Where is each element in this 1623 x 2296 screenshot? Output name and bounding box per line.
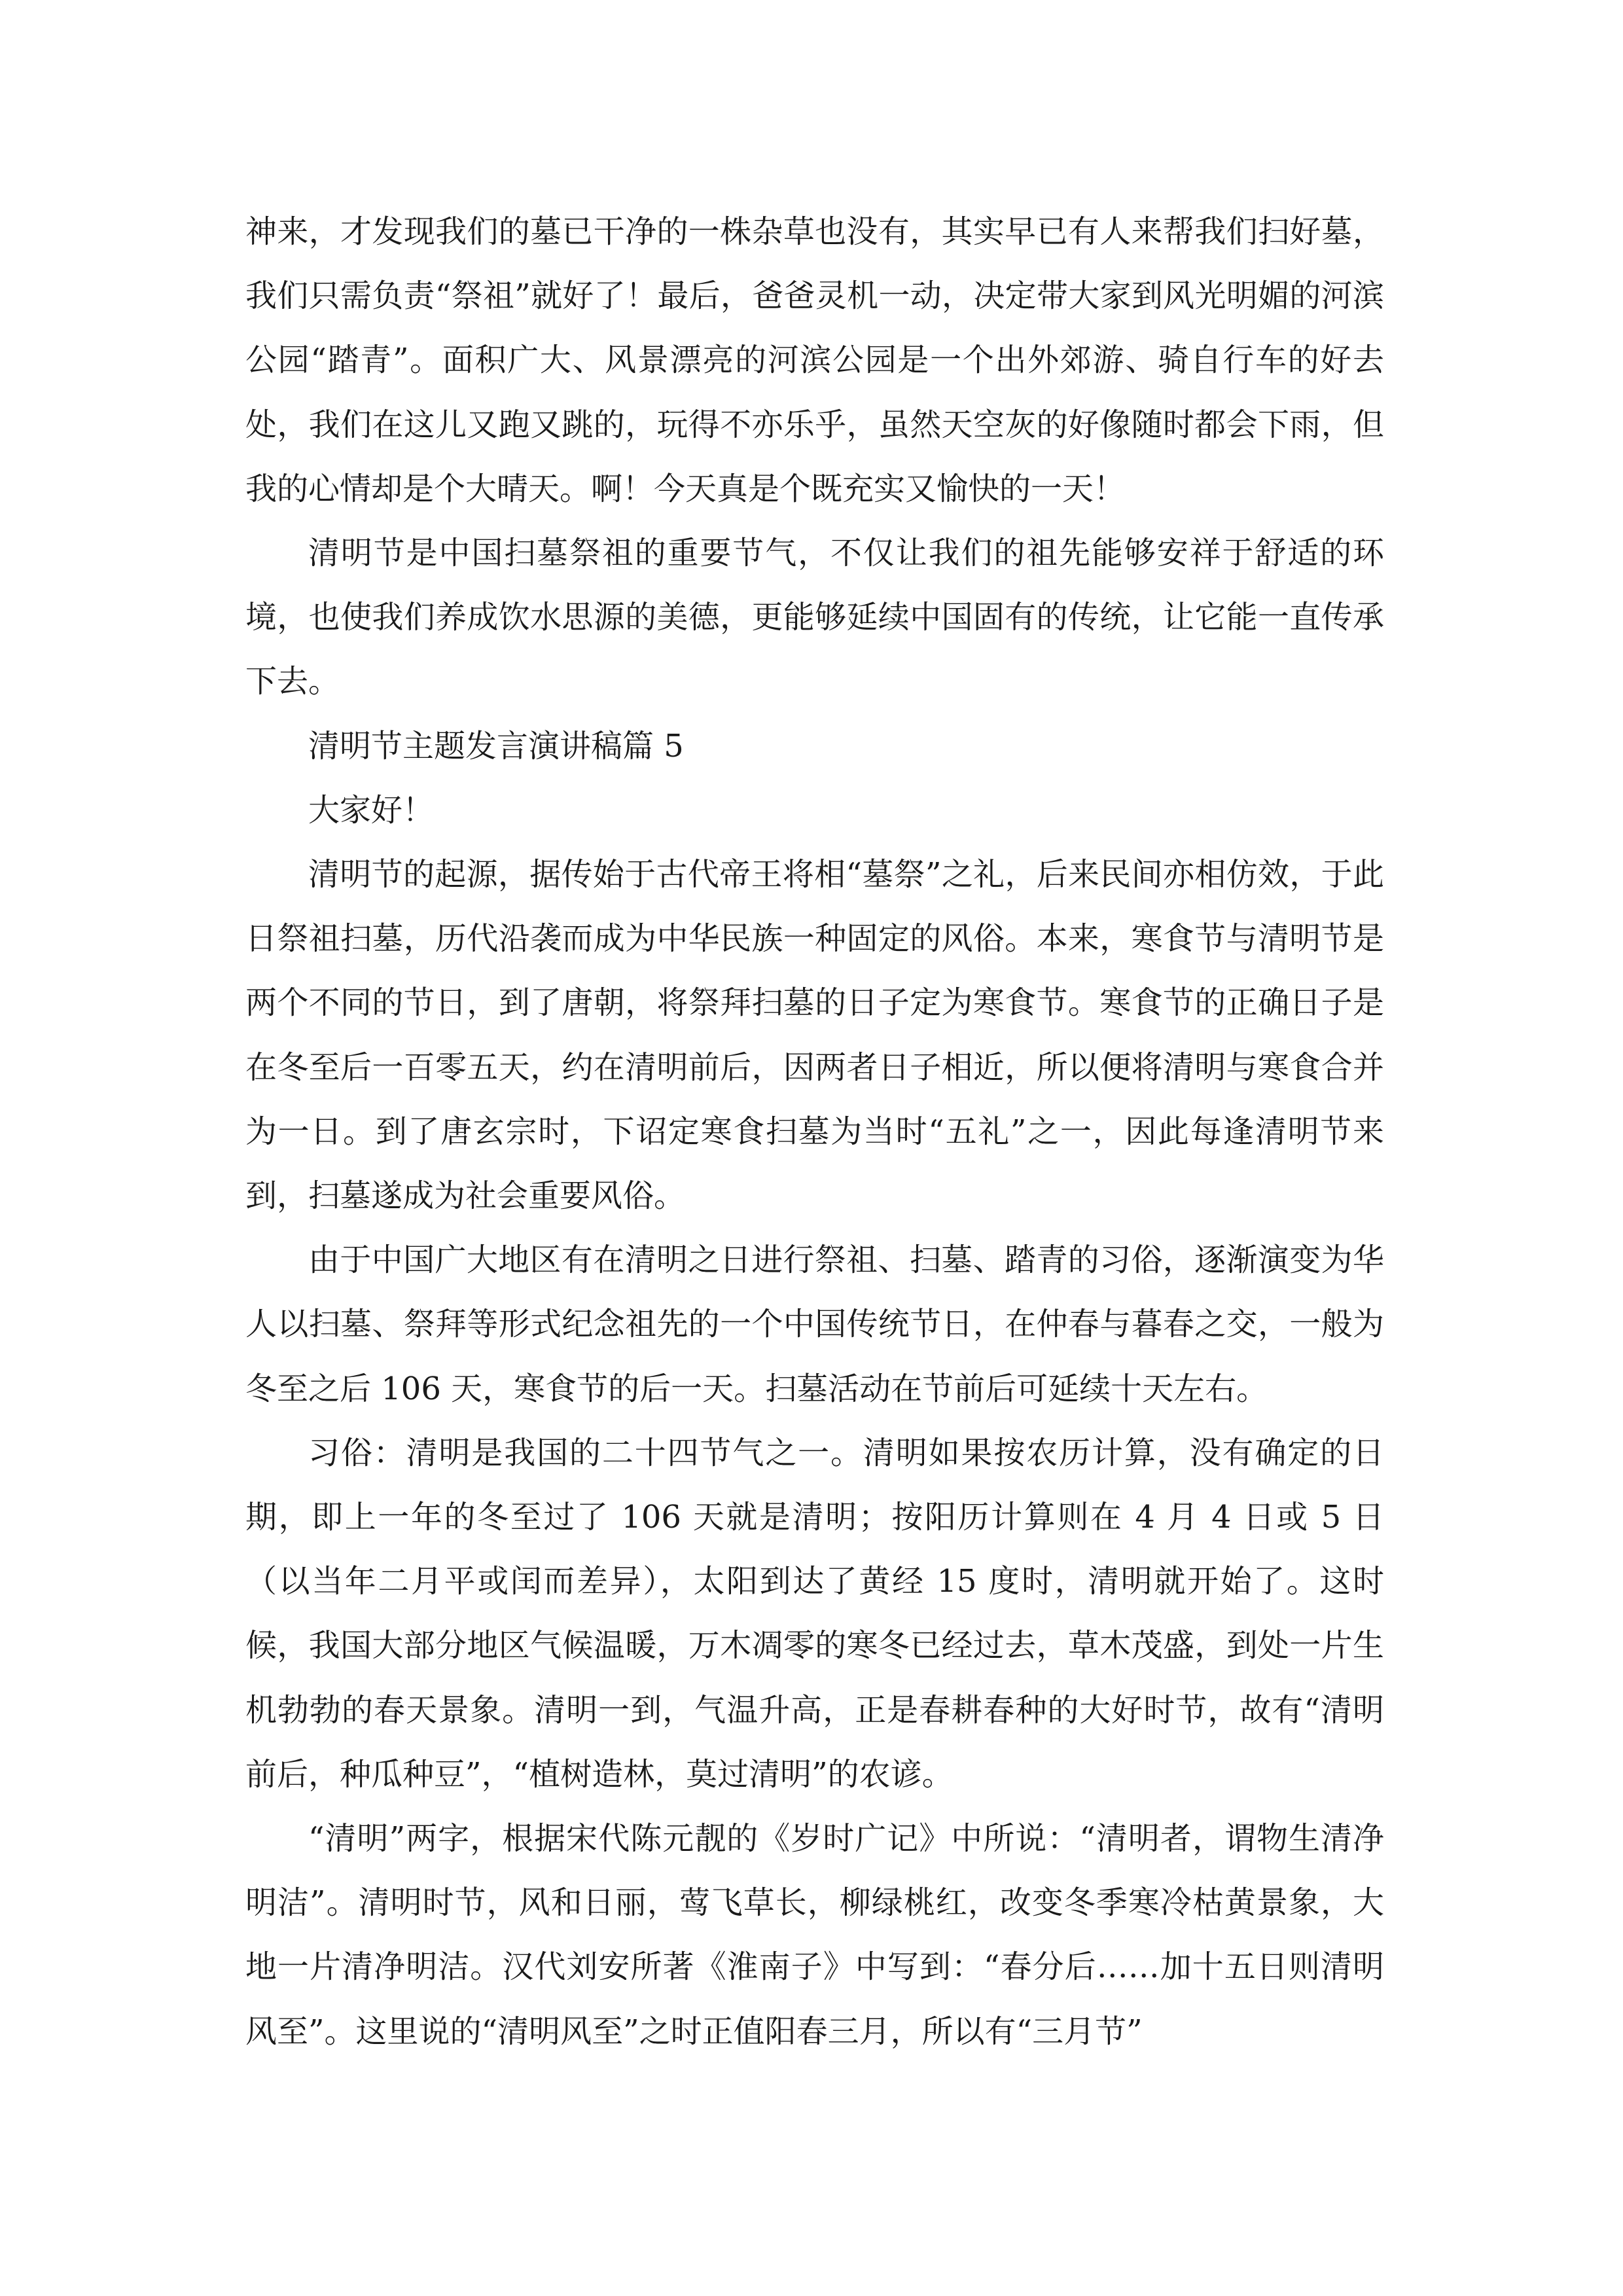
document-body	[245, 200, 1384, 2064]
paragraph-custom-spread: 由于中国广大地区有在清明之日进行祭祖、扫墓、踏青的习俗，逐渐演变为华人以扫墓、祭拜等形式纪念祖先的一个中国传统节日，在仲春与暮春之交，一般为冬至之后 106 天，寒食节的后一天。扫墓活动在节前后可延续十天左右。	[245, 1242, 1384, 1407]
paragraph-origin: 清明节的起源，据传始于古代帝王将相“墓祭”之礼，后来民间亦相仿效，于此日祭祖扫墓，历代沿袭而成为中华民族一种固定的风俗。本来，寒食节与清明节是两个不同的节日，到了唐朝，将祭拜扫墓的日子定为寒食节。寒食节的正确日子是在冬至后一百零五天，约在清明前后，因两者日子相近，所以便将清明与寒食合并为一日。到了唐玄宗时，下诏定寒食扫墓为当时“五礼”之一，因此每逢清明节来到，扫墓遂成为社会重要风俗。	[245, 856, 1384, 1215]
greeting: 大家好！	[308, 791, 435, 829]
paragraph-solar-term: 习俗：清明是我国的二十四节气之一。清明如果按农历计算，没有确定的日期，即上一年的冬至过了 106 天就是清明；按阳历计算则在 4 月 4 日或 5 日（以当年二月平或闰而差异），太阳到达了黄经 15 度时，清明就开始了。这时候，我国大部分地区气候温暖，万木凋零的寒冬已经过去，草木茂盛，到处一片生机勃勃的春天景象。清明一到，气温升高，正是春耕春种的大好时节，故有“清明前后，种瓜种豆”，“植树造林，莫过清明”的农谚。	[245, 1434, 1384, 1793]
paragraph-name-meaning: “清明”两字，根据宋代陈元靓的《岁时广记》中所说：“清明者，谓物生清净明洁”。清明时节，风和日丽，莺飞草长，柳绿桃红，改变冬季寒冷枯黄景象，大地一片清净明洁。汉代刘安所著《淮南子》中写到：“春分后……加十五日则清明风至”。这里说的“清明风至”之时正值阳春三月，所以有“三月节”	[245, 1820, 1384, 2050]
paragraph-conclusion: 清明节是中国扫墓祭祖的重要节气，不仅让我们的祖先能够安祥于舒适的环境，也使我们养成饮水思源的美德，更能够延续中国固有的传统，让它能一直传承下去。	[245, 535, 1384, 700]
section-heading: 清明节主题发言演讲稿篇 5	[308, 727, 684, 764]
paragraph-continuation: 神来，才发现我们的墓已干净的一株杂草也没有，其实早已有人来帮我们扫好墓，我们只需负责“祭祖”就好了！最后，爸爸灵机一动，决定带大家到风光明媚的河滨公园“踏青”。面积广大、风景漂亮的河滨公园是一个出外郊游、骑自行车的好去处，我们在这儿又跑又跳的，玩得不亦乐乎，虽然天空灰的好像随时都会下雨，但我的心情却是个大晴天。啊！今天真是个既充实又愉快的一天！	[245, 213, 1384, 507]
